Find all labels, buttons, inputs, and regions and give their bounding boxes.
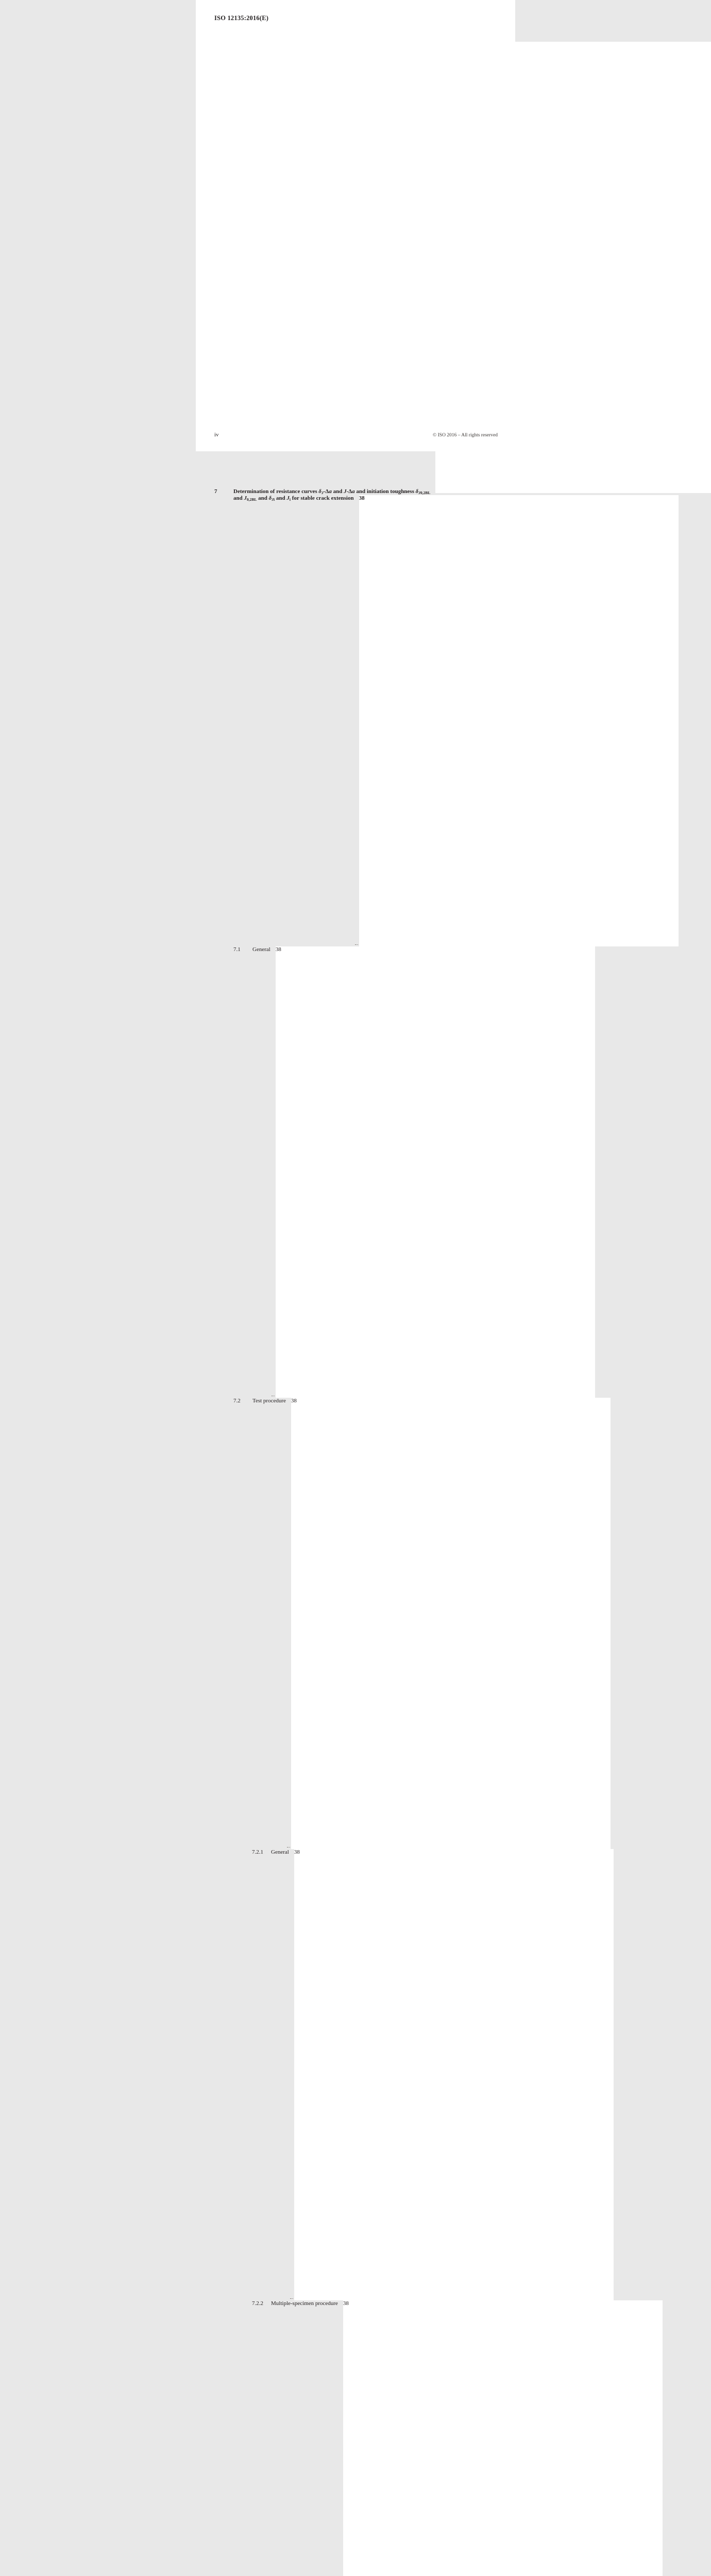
page-number	[435, 42, 711, 493]
toc-entry-title: Multiple-specimen procedure	[271, 2300, 338, 2307]
document-page	[196, 0, 515, 2307]
toc-entry-number: 7	[214, 488, 217, 495]
toc-entry-title: Test procedure	[252, 1397, 286, 1404]
toc-entry-7.2.2[interactable]	[214, 2300, 498, 2576]
dotted-leader	[355, 944, 358, 945]
toc-entry-7.2.1[interactable]	[214, 1849, 498, 2300]
toc-entry-number: 7.2.2	[252, 2300, 263, 2307]
page-number: 38	[359, 495, 679, 946]
page-number: 38	[343, 2300, 663, 2576]
toc-entry-title: and $J_{0,2BL}$ and $\delta_{Ji}$ and $J_i$ for stable crack extension	[233, 495, 354, 502]
toc-entry-7-cont[interactable]	[214, 495, 498, 946]
toc-entry-title: Determination of resistance curves $\delta_J-\Delta a$ and J-Δa and initiation toughness $\delta_{J0,2BL}$	[233, 488, 431, 495]
toc-entry-7.1[interactable]	[214, 946, 498, 1398]
document-id-header: ISO 12135:2016(E)	[214, 14, 269, 22]
toc-entry-number: 7.2	[233, 1397, 241, 1404]
toc-entry-number: 7.1	[233, 946, 241, 953]
page-number: 38	[291, 1398, 611, 1849]
dotted-leader	[287, 1847, 290, 1848]
page-number: 38	[276, 946, 595, 1398]
copyright-notice: © ISO 2016 – All rights reserved	[433, 433, 498, 438]
folio-page-label: iv	[214, 432, 219, 438]
dotted-leader	[290, 2298, 293, 2299]
page-number: 38	[294, 1849, 614, 2300]
toc-entry-number: 7.2.1	[252, 1849, 263, 1855]
toc-entry-title: General	[252, 946, 270, 953]
toc-entry-title: General	[271, 1849, 289, 1855]
toc-entry-7[interactable]	[214, 42, 498, 495]
table-of-contents	[214, 42, 498, 2576]
toc-entry-7.2[interactable]	[214, 1398, 498, 1849]
